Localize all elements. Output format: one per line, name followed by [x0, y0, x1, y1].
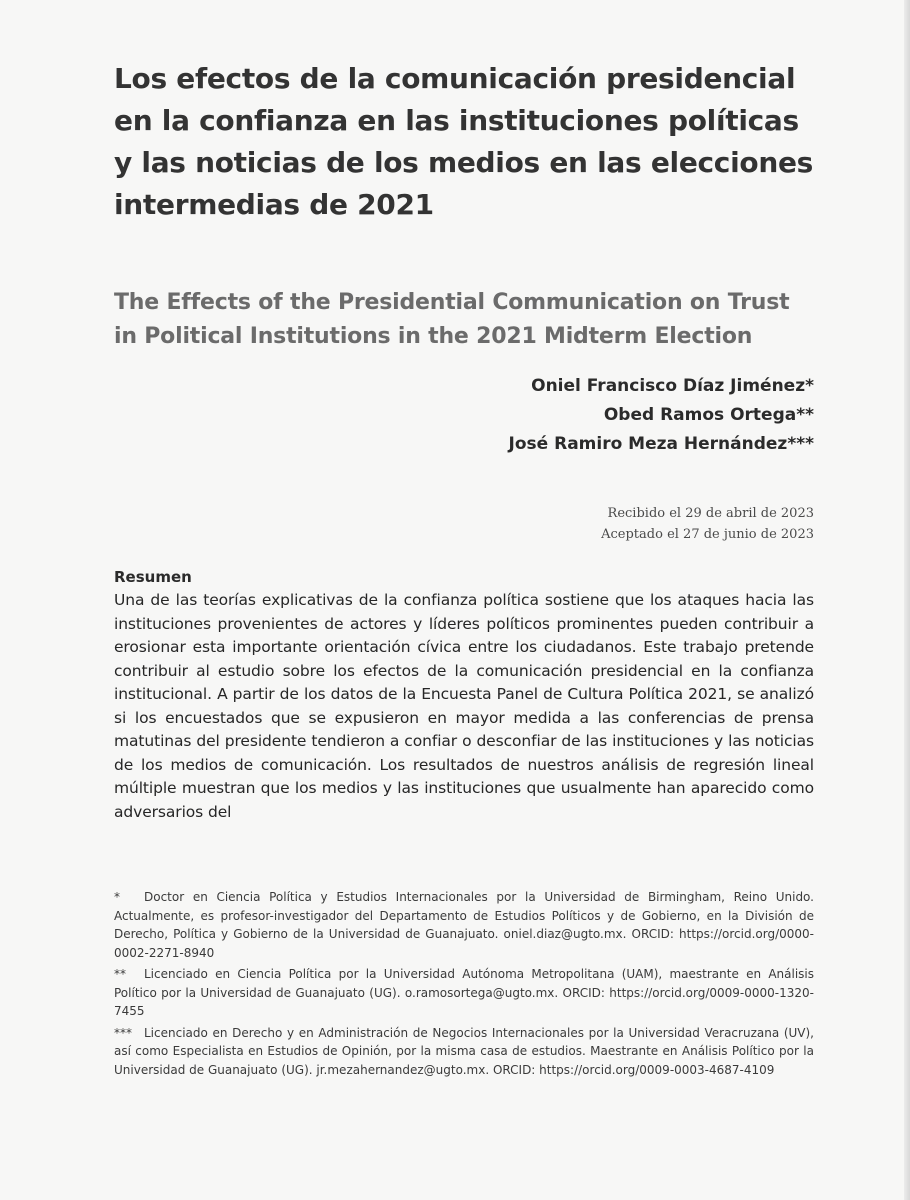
- footnote-text: Licenciado en Derecho y en Administración de Negocios Internacionales por la Universidad Veracruzana (UV), así como Especialista en Estudios de Opinión, por la misma casa de estudios. Maestrante en Análisis Político por la Universidad de Guanajuato (UG). jr.mezahernandez@ugto.mx. ORCID: https://orcid.org/0009-0003-4687-4109: [114, 1025, 814, 1077]
- footnote: [114, 965, 814, 1021]
- footnote: [114, 888, 814, 962]
- received-date: Recibido el 29 de abril de 2023: [607, 506, 814, 521]
- footnote-text: Licenciado en Ciencia Política por la Universidad Autónoma Metropolitana (UAM), maestrante en Análisis Político por la Universidad de Guanajuato (UG). o.ramosortega@ugto.mx. ORCID: https://orcid.org/0009-0000-1320-7455: [114, 967, 814, 1018]
- author-name: José Ramiro Meza Hernández***: [508, 434, 814, 454]
- footnotes: [114, 888, 814, 1082]
- author-name: Obed Ramos Ortega**: [603, 405, 814, 425]
- abstract-heading: Resumen: [114, 568, 192, 586]
- page-edge-shadow: [904, 0, 910, 1200]
- submission-dates: [114, 503, 814, 545]
- footnote-text: Doctor en Ciencia Política y Estudios Internacionales por la Universidad de Birmingham, Reino Unido. Actualmente, es profesor-investigador del Departamento de Estudios Políticos y de Gobierno, en la División de Derecho, Política y Gobierno de la Universidad de Guanajuato. oniel.diaz@ugto.mx. ORCID: https://orcid.org/0000-0002-2271-8940: [114, 890, 814, 960]
- accepted-date: Aceptado el 27 de junio de 2023: [601, 527, 814, 542]
- abstract-text: Una de las teorías explicativas de la confianza política sostiene que los ataques hacia las instituciones provenientes de actores y líderes políticos prominentes pueden contribuir a erosionar esta importante orientación cívica entre los ciudadanos. Este trabajo pretende contribuir al estudio sobre los efectos de la comunicación presidencial en la confianza institucional. A partir de los datos de la Encuesta Panel de Cultura Política 2021, se analizó si los encuestados que se expusieron en mayor medida a las conferencias de prensa matutinas del presidente tendieron a confiar o desconfiar de las instituciones y las noticias de los medios de comunicación. Los resultados de nuestros análisis de regresión lineal múltiple muestran que los medios y las instituciones que usualmente han aparecido como adversarios del: [114, 591, 814, 821]
- footnote-marker: *: [114, 890, 120, 904]
- footnote-marker: ***: [114, 1025, 132, 1040]
- footnote-marker: **: [114, 967, 126, 981]
- author-name: Oniel Francisco Díaz Jiménez*: [531, 376, 814, 396]
- article-title-spanish: Los efectos de la comunicación presidencial en la confianza en las instituciones políticas y las noticias de los medios en las elecciones intermedias de 2021: [114, 62, 814, 221]
- article-title-english: The Effects of the Presidential Communication on Trust in Political Institutions in the 2021 Midterm Election: [114, 290, 790, 349]
- footnote: [114, 1024, 814, 1080]
- author-list: [114, 372, 814, 459]
